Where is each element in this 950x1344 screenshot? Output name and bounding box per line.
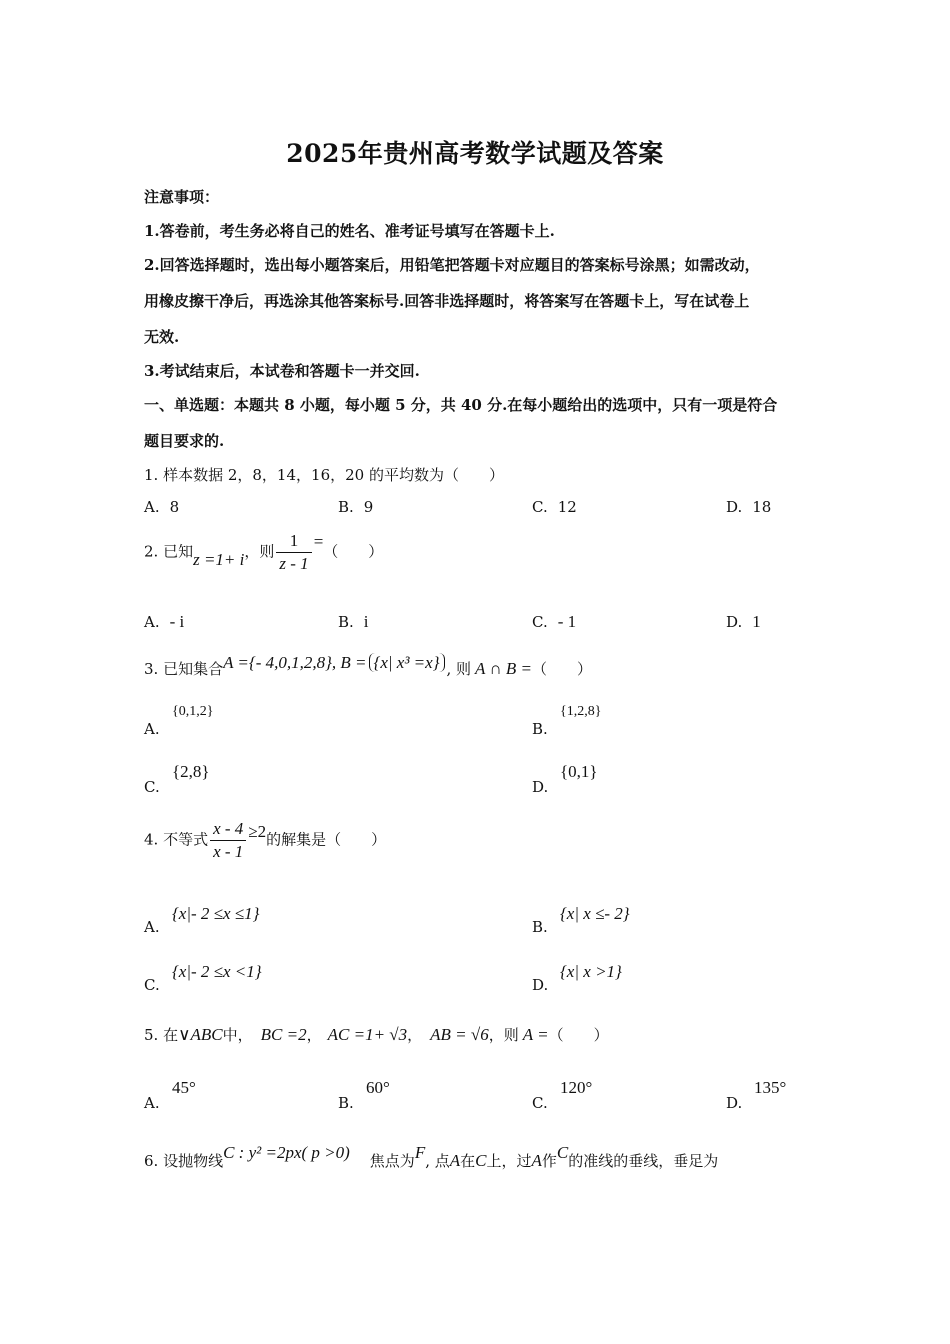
notes-item-3: 3.考试结束后，本试卷和答题卡一并交回. [144, 362, 420, 380]
q4-frac-num: x - 4 [210, 818, 246, 841]
option-label: C. [532, 498, 548, 516]
q1-option-d-value: 18 [752, 498, 772, 516]
q1-option-c-value: 12 [557, 498, 577, 516]
option-label: B. [338, 613, 354, 631]
q4-option-a-label: A. [144, 918, 160, 936]
q5-bc: BC =2 [260, 1025, 307, 1044]
q4-suffix: 的解集是（ ） [266, 830, 387, 849]
q6-c-2: C [556, 1143, 569, 1162]
page-title: 2025年贵州高考数学试题及答案 [286, 139, 664, 168]
q3-set-b: {x| x³ =x} [369, 653, 445, 672]
question-4-stem [144, 818, 386, 863]
q1-option-b-value: 9 [363, 498, 374, 516]
q1-option-a [144, 498, 179, 516]
q5-prefix: 5. 在 [144, 1026, 179, 1044]
q4-option-c-value: {x|- 2 ≤x <1} [172, 962, 262, 981]
q5-option-a-value: 45° [172, 1078, 196, 1097]
q4-option-b-value: {x| x ≤- 2} [560, 904, 630, 923]
section-heading-line-2: 题目要求的. [144, 432, 225, 450]
q5-option-c-label: C. [532, 1094, 548, 1112]
q2-option-b [338, 612, 369, 632]
q1-option-d [726, 498, 771, 516]
q1-option-a-value: 8 [169, 498, 180, 516]
q6-f: F [414, 1143, 426, 1162]
q6-through-text: 上，过 [486, 1152, 532, 1170]
option-label: C. [532, 613, 548, 631]
q2-frac-den: z - 1 [279, 554, 309, 573]
q3-option-a-label: A. [144, 720, 160, 738]
q3-option-a-value: {0,1,2} [172, 704, 214, 719]
question-3-stem [144, 652, 593, 678]
question-2-stem [144, 530, 383, 575]
q2-option-c [532, 612, 576, 632]
q3-option-b-label: B. [532, 720, 548, 738]
q6-equation: C : y² =2px( p >0) [223, 1143, 350, 1162]
q2-option-c-value: - 1 [557, 612, 577, 631]
q6-a: A [449, 1151, 461, 1170]
q5-ab: AB = √6 [430, 1025, 489, 1044]
q2-then: ，则 [244, 542, 275, 561]
q5-option-d-label: D. [726, 1094, 743, 1112]
q5-option-b-label: B. [338, 1094, 354, 1112]
notes-item-2-line-1: 2.回答选择题时，选出每小题答案后，用铅笔把答题卡对应题目的答案标号涂黑；如需改动， [144, 256, 760, 274]
q3-prefix: 3. 已知集合 [144, 660, 224, 678]
q5-comma-1: ， [306, 1026, 322, 1044]
q5-then: ，则 [488, 1026, 519, 1044]
q2-option-a-value: - i [169, 612, 185, 631]
notes-item-2-line-2: 用橡皮擦干净后，再选涂其他答案标号.回答非选择题时，将答案写在答题卡上，写在试卷上 [144, 292, 750, 310]
q6-on-text: 在 [460, 1152, 476, 1170]
q6-make-text: 作 [541, 1152, 557, 1170]
q3-set-a: A ={- 4,0,1,2,8}, B = [223, 653, 367, 672]
q5-option-d-value: 135° [754, 1078, 787, 1097]
q3-option-d-value: {0,1} [560, 762, 598, 781]
option-label: D. [726, 613, 743, 631]
notes-item-2-line-3: 无效. [144, 328, 180, 346]
option-label: A. [144, 613, 160, 631]
q2-option-b-value: i [363, 612, 369, 631]
q6-point-text: , 点 [425, 1152, 450, 1170]
notes-item-1: 1.答卷前，考生务必将自己的姓名、准考证号填写在答题卡上. [144, 222, 555, 240]
q4-frac-den: x - 1 [213, 842, 244, 861]
q3-option-c-label: C. [144, 778, 160, 796]
q6-rest-text: 的准线的垂线，垂足为 [568, 1152, 719, 1170]
q6-focus-text: 焦点为 [369, 1152, 415, 1170]
question-5-stem [144, 1024, 609, 1045]
q3-option-c-value: {2,8} [172, 762, 210, 781]
q5-paren: （ ） [548, 1026, 609, 1044]
q4-option-d-value: {x| x >1} [560, 962, 622, 981]
q3-option-b-value: {1,2,8} [560, 704, 602, 719]
q5-comma-2: ， [407, 1026, 423, 1044]
q2-option-d-value: 1 [752, 612, 761, 631]
q4-option-d-label: D. [532, 976, 549, 994]
q2-prefix: 2. 已知 [144, 542, 194, 561]
q4-option-c-label: C. [144, 976, 160, 994]
q6-a-2: A [531, 1151, 542, 1170]
section-heading-line-1: 一、单选题：本题共 8 小题，每小题 5 分，共 40 分.在每小题给出的选项中，只有一项是符合 [144, 396, 778, 414]
q2-frac-num: 1 [276, 530, 311, 553]
question-6-stem [144, 1142, 719, 1170]
q4-option-b-label: B. [532, 918, 548, 936]
q5-option-c-value: 120° [560, 1078, 593, 1097]
option-label: D. [726, 498, 743, 516]
option-label: B. [338, 498, 354, 516]
q2-fraction [276, 530, 311, 575]
q2-option-a [144, 612, 184, 632]
q6-prefix: 6. 设抛物线 [144, 1152, 224, 1170]
q5-option-b-value: 60° [366, 1078, 390, 1097]
q3-expression: A ∩ B = [475, 659, 533, 678]
q5-option-a-label: A. [144, 1094, 160, 1112]
q1-option-b [338, 498, 373, 516]
q6-c: C [475, 1151, 487, 1170]
q4-fraction [210, 818, 246, 863]
q4-option-a-value: {x|- 2 ≤x ≤1} [172, 904, 260, 923]
q2-equals: = [313, 531, 324, 551]
notes-heading: 注意事项： [144, 188, 220, 206]
q2-option-d [726, 612, 761, 632]
q5-triangle: ∨ABC [178, 1025, 223, 1044]
q1-option-c [532, 498, 577, 516]
q3-then: , 则 [446, 660, 472, 678]
q5-in: 中， [222, 1026, 253, 1044]
q4-relation: ≥2 [248, 821, 267, 841]
option-label: A. [144, 498, 160, 516]
q5-ac: AC =1+ √3 [327, 1025, 408, 1044]
q5-expression: A = [522, 1025, 549, 1044]
q2-paren: （ ） [323, 542, 384, 561]
q2-condition: z =1+ i [193, 549, 245, 569]
q3-paren: （ ） [532, 660, 593, 678]
q4-prefix: 4. 不等式 [144, 830, 209, 849]
q3-option-d-label: D. [532, 778, 549, 796]
question-1-stem: 1. 样本数据 2，8，14，16，20 的平均数为（ ） [144, 466, 504, 484]
